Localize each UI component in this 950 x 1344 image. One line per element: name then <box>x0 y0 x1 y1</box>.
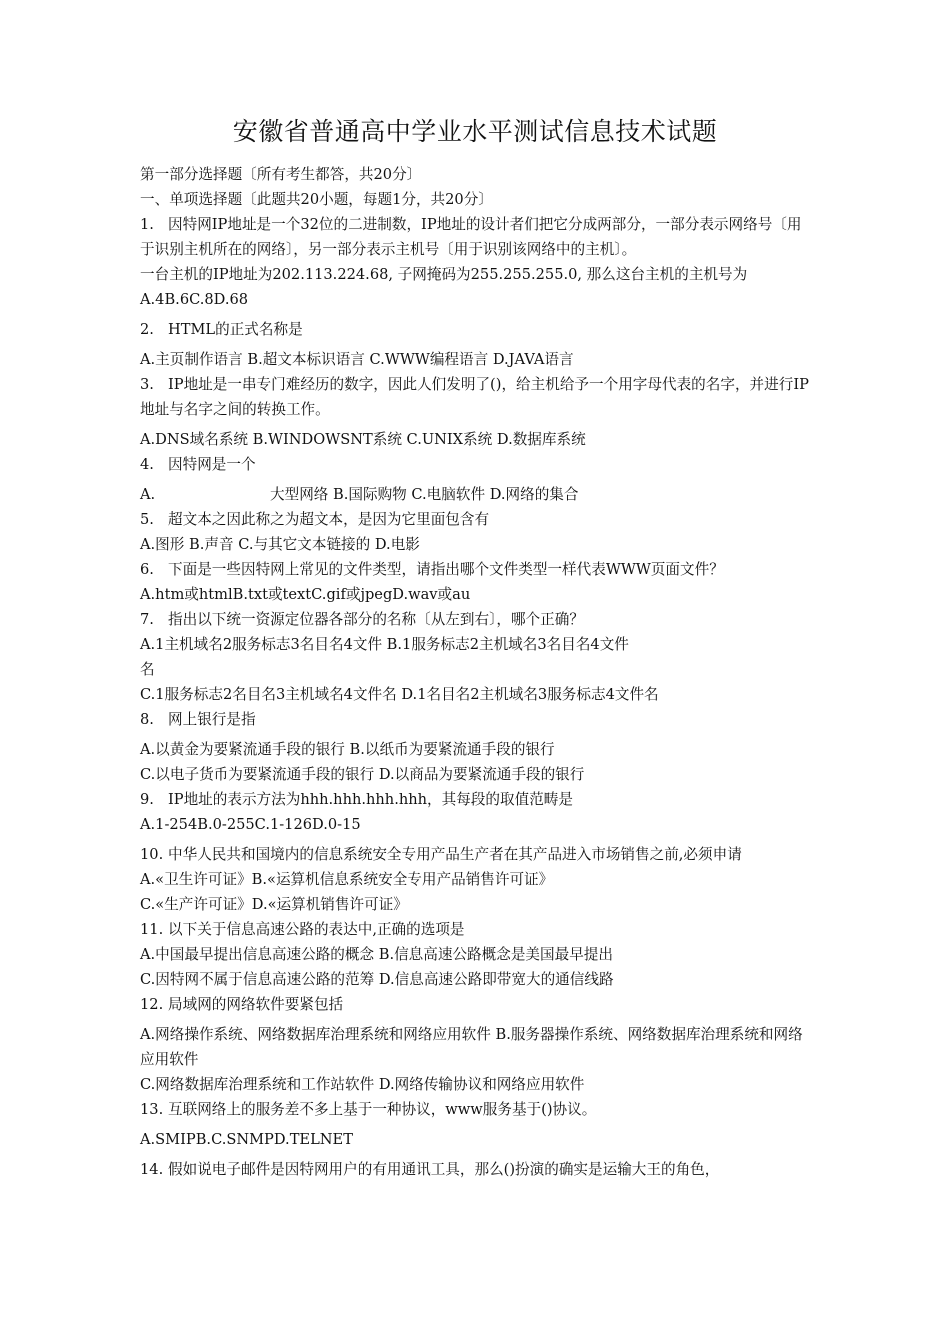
question-number: 8. <box>140 711 154 728</box>
question-number: 5. <box>140 511 154 528</box>
question-number: 4. <box>140 456 154 473</box>
question-text: 中华人民共和国境内的信息系统安全专用产品生产者在其产品进入市场销售之前,必须申请 <box>168 846 742 863</box>
question-10-options-line1: A.«卫生许可证》B.«运算机信息系统安全专用产品销售许可证》 <box>140 871 554 888</box>
question-13-options: A.SMIPB.C.SNMPD.TELNET <box>140 1131 353 1148</box>
question-7 <box>140 607 810 632</box>
question-text: 假如说电子邮件是因特网用户的有用通讯工具，那么()扮演的确实是运输大王的角色， <box>168 1161 720 1178</box>
question-number: 6. <box>140 561 154 578</box>
question-number: 3. <box>140 376 154 393</box>
question-text: 以下关于信息高速公路的表达中,正确的选项是 <box>168 921 465 938</box>
document-body <box>140 162 810 1182</box>
question-text: 指出以下统一资源定位器各部分的名称〔从左到右〕，哪个正确？ <box>168 611 584 628</box>
question-9-options: A.1-254B.0-255C.1-126D.0-15 <box>140 816 361 833</box>
question-7-options-line2: 名 <box>140 661 155 678</box>
question-number: 14. <box>140 1161 164 1178</box>
question-text: IP地址是一串专门难经历的数字，因此人们发明了()，给主机给予一个用字母代表的名字，并进行IP地址与名字之间的转换工作。 <box>140 376 809 418</box>
question-text: 因特网是一个 <box>168 456 256 473</box>
options-text: 大型网络 B.国际购物 C.电脑软件 D.网络的集合 <box>270 486 579 503</box>
question-12-options-line1: A.网络操作系统、网络数据库治理系统和网络应用软件 B.服务器操作系统、网络数据库治理系统和网络应用软件 <box>140 1026 803 1068</box>
page-title: 安徽省普通高中学业水平测试信息技术试题 <box>232 117 718 146</box>
question-8-options-line2: C.以电子货币为要紧流通手段的银行 D.以商品为要紧流通手段的银行 <box>140 766 585 783</box>
question-4 <box>140 452 810 477</box>
question-text: HTML的正式名称是 <box>168 321 303 338</box>
question-12-options-line2: C.网络数据库治理系统和工作站软件 D.网络传输协议和网络应用软件 <box>140 1076 585 1093</box>
question-number: 2. <box>140 321 154 338</box>
question-5-options: A.图形 B.声音 C.与其它文本链接的 D.电影 <box>140 536 420 553</box>
question-number: 13. <box>140 1101 164 1118</box>
question-number: 9. <box>140 791 154 808</box>
question-number: 12. <box>140 996 164 1013</box>
option-a-label: A. <box>140 486 156 503</box>
question-4-options <box>140 482 810 507</box>
question-text: 超文本之因此称之为超文本，是因为它里面包含有 <box>168 511 490 528</box>
question-11-options-line2: C.因特网不属于信息高速公路的范筹 D.信息高速公路即带宽大的通信线路 <box>140 971 614 988</box>
question-2 <box>140 317 810 342</box>
question-1 <box>140 212 810 262</box>
question-10 <box>140 842 810 867</box>
part-heading: 第一部分选择题〔所有考生都答，共20分〕 <box>140 166 422 183</box>
question-6-options: A.htm或htmlB.txt或textC.gif或jpegD.wav或au <box>140 586 471 603</box>
question-9 <box>140 787 810 812</box>
question-text: 因特网IP地址是一个32位的二进制数，IP地址的设计者们把它分成两部分，一部分表示网络号〔用于识别主机所在的网络〕，另一部分表示主机号〔用于识别该网络中的主机〕。 <box>140 216 802 258</box>
question-number: 11. <box>140 921 164 938</box>
question-7-options-line1: A.1主机域名2服务标志3名目名4文件 B.1服务标志2主机域名3名目名4文件 <box>140 636 629 653</box>
question-11-options-line1: A.中国最早提出信息高速公路的概念 B.信息高速公路概念是美国最早提出 <box>140 946 613 963</box>
question-11 <box>140 917 810 942</box>
question-7-options-line3: C.1服务标志2名目名3主机域名4文件名 D.1名目名2主机域名3服务标志4文件名 <box>140 686 659 703</box>
question-text: 网上银行是指 <box>168 711 256 728</box>
question-number: 7. <box>140 611 154 628</box>
question-text: 局域网的网络软件要紧包括 <box>168 996 344 1013</box>
question-13 <box>140 1097 810 1122</box>
section-heading: 一、单项选择题〔此题共20小题，每题1分，共20分〕 <box>140 191 493 208</box>
question-number: 1. <box>140 216 154 233</box>
question-6 <box>140 557 810 582</box>
question-text: 下面是一些因特网上常见的文件类型，请指出哪个文件类型一样代表WWW页面文件？ <box>168 561 724 578</box>
question-12 <box>140 992 810 1017</box>
question-1-continuation: 一台主机的IP地址为202.113.224.68, 子网掩码为255.255.255.0, 那么这台主机的主机号为 <box>140 266 748 283</box>
question-3-options: A.DNS域名系统 B.WINDOWSNT系统 C.UNIX系统 D.数据库系统 <box>140 431 586 448</box>
question-10-options-line2: C.«生产许可证》D.«运算机销售许可证》 <box>140 896 408 913</box>
question-2-options: A.主页制作语言 B.超文本标识语言 C.WWW编程语言 D.JAVA语言 <box>140 351 574 368</box>
question-14 <box>140 1157 810 1182</box>
question-3 <box>140 372 810 422</box>
question-text: IP地址的表示方法为hhh.hhh.hhh.hhh，其每段的取值范畴是 <box>168 791 573 808</box>
question-8 <box>140 707 810 732</box>
question-8-options-line1: A.以黄金为要紧流通手段的银行 B.以纸币为要紧流通手段的银行 <box>140 741 555 758</box>
question-text: 互联网络上的服务差不多上基于一种协议，www服务基于()协议。 <box>168 1101 597 1118</box>
question-number: 10. <box>140 846 164 863</box>
question-5 <box>140 507 810 532</box>
question-1-options: A.4B.6C.8D.68 <box>140 291 249 308</box>
